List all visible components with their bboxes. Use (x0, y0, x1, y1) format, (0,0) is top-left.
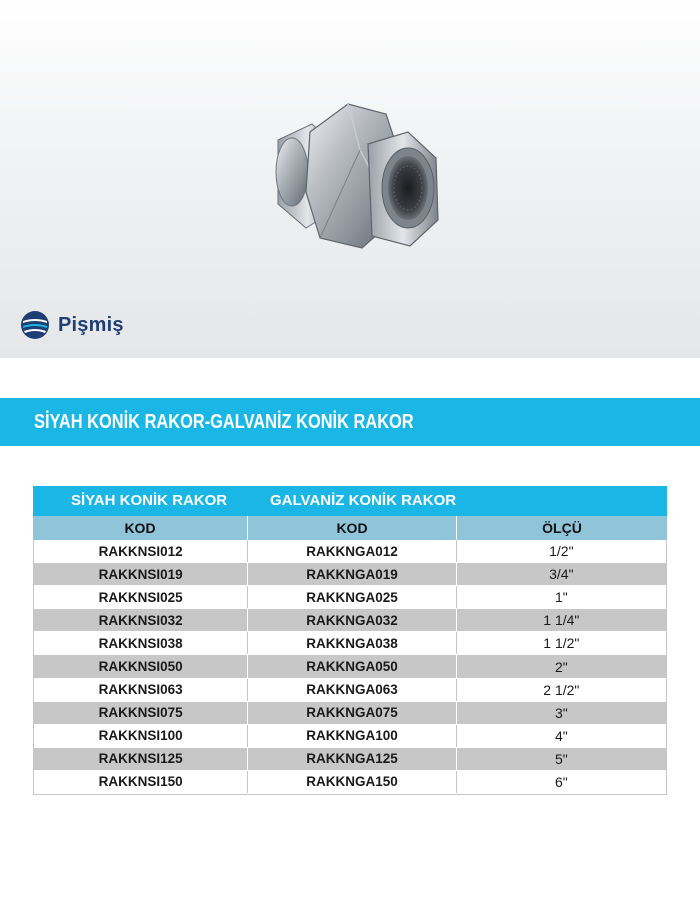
cell-kod-black: RAKKNSI012 (98, 543, 183, 559)
cell-kod-black: RAKKNSI038 (98, 635, 183, 651)
title-banner (0, 398, 700, 446)
cell-size: 1/2" (456, 540, 666, 562)
cell-kod-galvanized: RAKKNGA125 (247, 748, 455, 770)
brand-name: Pişmiş (58, 313, 124, 336)
cell-size: 3/4" (456, 563, 666, 585)
cell-size: 1 1/4" (456, 609, 666, 631)
cell-kod-black: RAKKNSI050 (98, 659, 183, 675)
table-body (33, 540, 667, 795)
table-row (34, 632, 666, 655)
page-title: SİYAH KONİK RAKOR-GALVANİZ KONİK RAKOR (34, 411, 414, 433)
cell-kod-galvanized: RAKKNGA050 (247, 655, 455, 677)
column-header-kod-galvanized: KOD (247, 516, 456, 540)
cell-kod-black: RAKKNSI125 (98, 751, 183, 767)
cell-kod-black: RAKKNSI019 (98, 566, 183, 582)
column-header-kod-black: KOD (124, 520, 156, 536)
cell-kod-galvanized: RAKKNGA019 (247, 563, 455, 585)
cell-size: 2" (456, 655, 666, 677)
table-row (34, 609, 666, 632)
brand-logo (20, 310, 124, 340)
group-header-galvanized: GALVANİZ KONİK RAKOR (270, 492, 457, 509)
column-header-size: ÖLÇÜ (456, 516, 667, 540)
cell-kod-black: RAKKNSI063 (98, 682, 183, 698)
cell-size: 4" (456, 725, 666, 747)
cell-size: 2 1/2" (456, 679, 666, 701)
group-header-black: SİYAH KONİK RAKOR (71, 492, 228, 509)
cell-kod-galvanized: RAKKNGA063 (247, 679, 455, 701)
cell-kod-galvanized: RAKKNGA025 (247, 586, 455, 608)
cell-kod-black: RAKKNSI150 (98, 774, 183, 790)
table-group-header (33, 486, 667, 516)
cell-size: 6" (456, 771, 666, 793)
table-row (34, 563, 666, 586)
cell-size: 3" (456, 702, 666, 724)
table-row (34, 702, 666, 725)
table-row (34, 655, 666, 678)
table-row (34, 540, 666, 563)
cell-kod-galvanized: RAKKNGA100 (247, 725, 455, 747)
cell-kod-galvanized: RAKKNGA012 (247, 540, 455, 562)
table-row (34, 725, 666, 748)
cell-size: 1" (456, 586, 666, 608)
cell-kod-black: RAKKNSI025 (98, 589, 183, 605)
cell-kod-galvanized: RAKKNGA032 (247, 609, 455, 631)
table-row (34, 748, 666, 771)
cell-kod-black: RAKKNSI075 (98, 705, 183, 721)
cell-size: 5" (456, 748, 666, 770)
table-column-header (33, 516, 667, 540)
product-hero (0, 0, 700, 358)
cell-size: 1 1/2" (456, 632, 666, 654)
cell-kod-galvanized: RAKKNGA150 (247, 771, 455, 793)
table-row (34, 586, 666, 609)
cell-kod-black: RAKKNSI032 (98, 612, 183, 628)
galvanized-union-fitting-image (250, 88, 450, 268)
cell-kod-black: RAKKNSI100 (98, 728, 183, 744)
product-table (33, 486, 667, 795)
table-row (34, 771, 666, 794)
pismis-logo-icon (20, 310, 50, 340)
cell-kod-galvanized: RAKKNGA075 (247, 702, 455, 724)
cell-kod-galvanized: RAKKNGA038 (247, 632, 455, 654)
table-row (34, 679, 666, 702)
